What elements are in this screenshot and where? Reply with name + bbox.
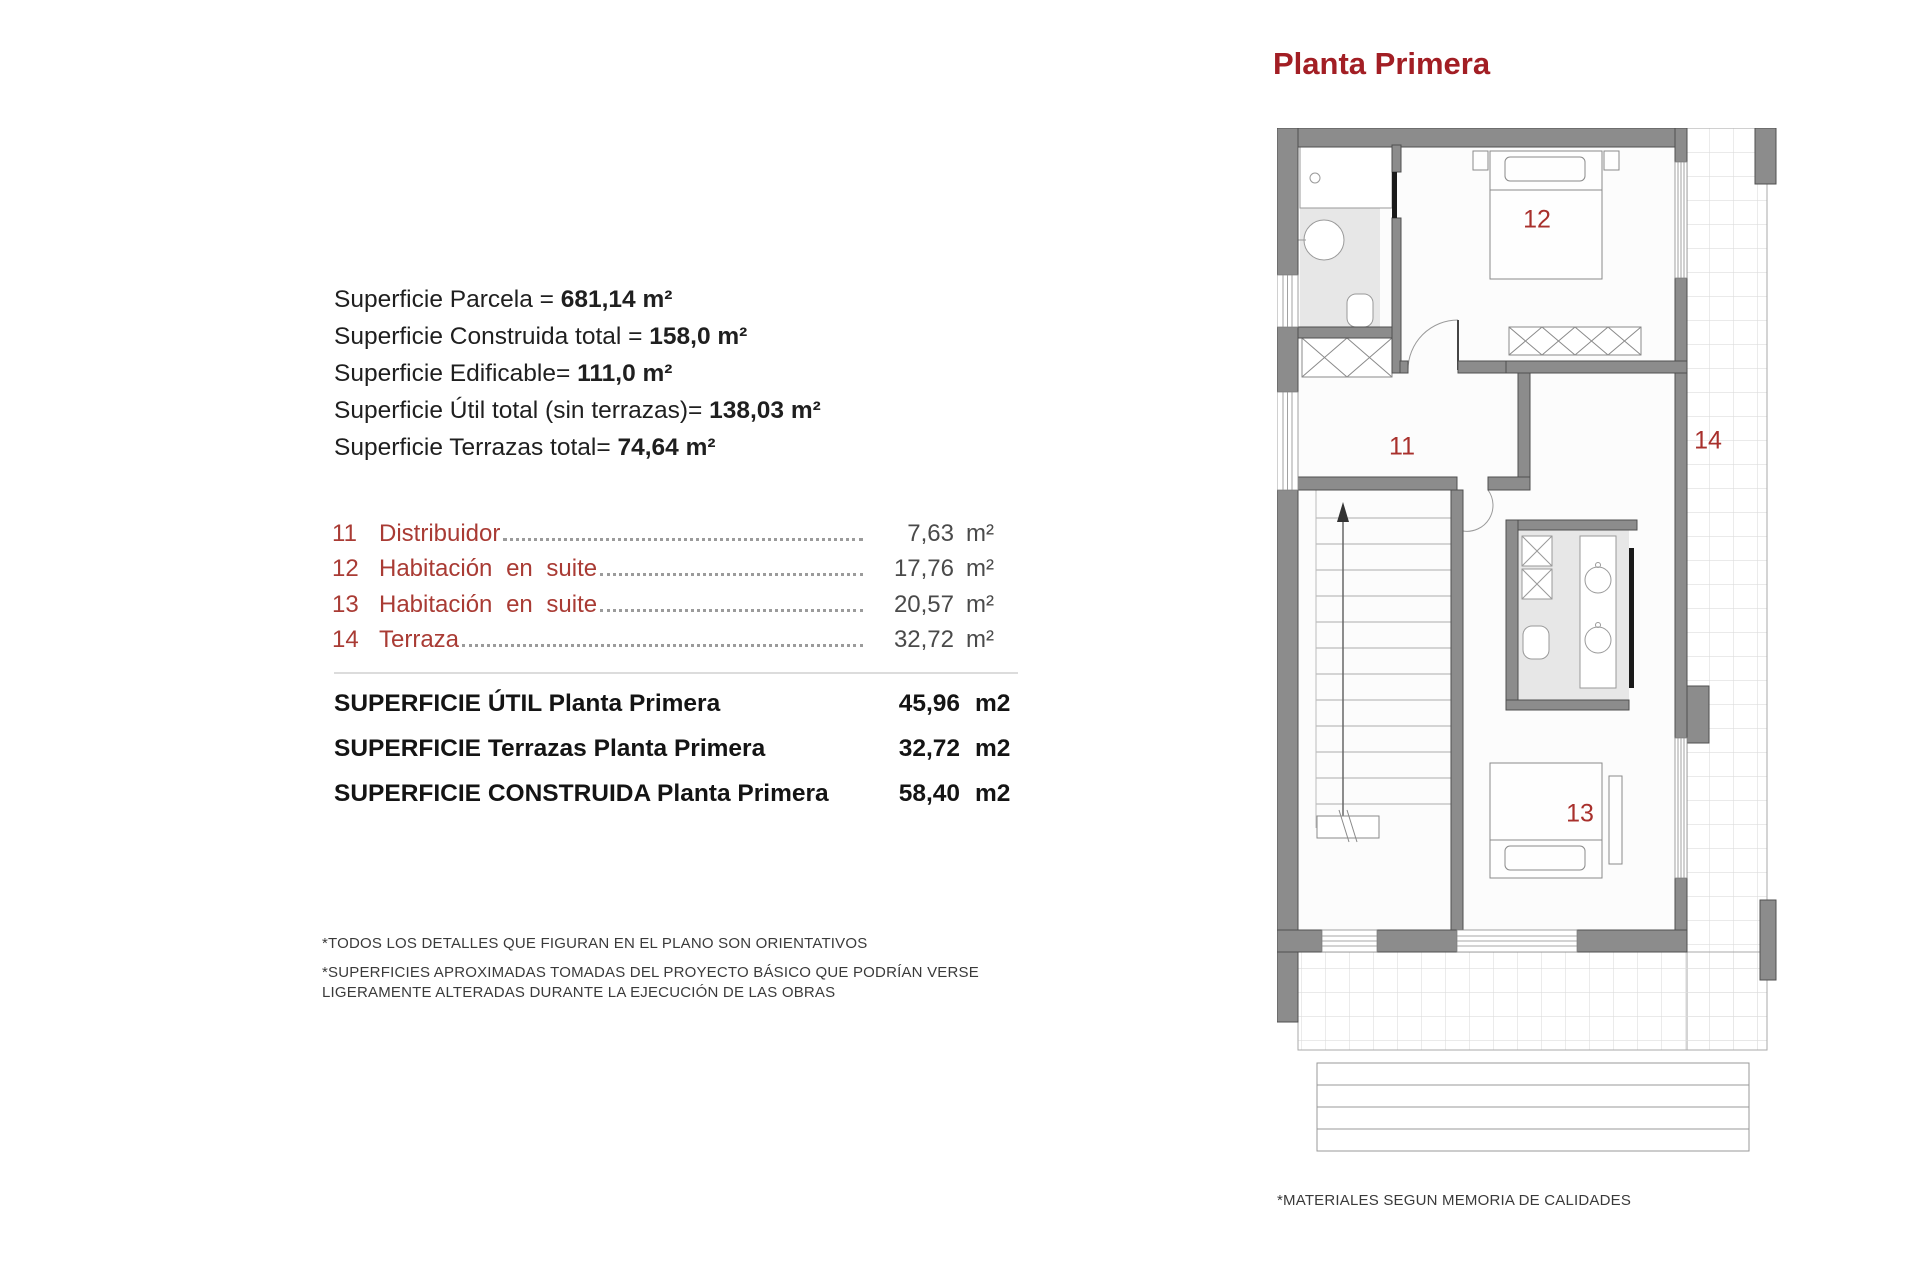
dotted-leader xyxy=(462,644,863,647)
surface-summary xyxy=(334,281,821,466)
total-value: 58,40 xyxy=(898,780,960,807)
room-number: 13 xyxy=(332,590,359,618)
dotted-leader xyxy=(600,573,863,576)
total-row xyxy=(334,735,1024,763)
room-number: 14 xyxy=(332,626,359,653)
room-number: 11 xyxy=(332,519,357,547)
room-area-unit: m² xyxy=(966,590,994,618)
room-name: Habitación en suite xyxy=(379,590,598,618)
room-area-value: 32,72 xyxy=(893,626,954,653)
total-label: SUPERFICIE Terrazas Planta Primera xyxy=(334,735,766,762)
total-unit: m2 xyxy=(975,780,1011,807)
summary-value: 111,0 m² xyxy=(577,360,673,387)
room-area-unit: m² xyxy=(966,555,994,582)
total-value: 32,72 xyxy=(898,735,960,762)
footnotes xyxy=(322,934,979,1003)
total-label: SUPERFICIE CONSTRUIDA Planta Primera xyxy=(334,780,829,807)
room-area-unit: m² xyxy=(966,626,994,653)
room-name: Habitación en suite xyxy=(379,555,598,582)
summary-value: 681,14 m² xyxy=(560,286,673,313)
total-row xyxy=(334,780,1024,808)
room-area-unit: m² xyxy=(966,519,994,547)
room-number: 12 xyxy=(332,555,359,582)
plan-room-label-11: 11 xyxy=(1389,432,1415,461)
total-value: 45,96 xyxy=(898,690,960,717)
bath-door-leaf xyxy=(1392,172,1397,218)
summary-line xyxy=(334,355,821,392)
summary-line xyxy=(334,281,821,318)
exterior-steps xyxy=(1317,1063,1749,1151)
floor-plan xyxy=(1277,128,1777,1158)
summary-label: Superficie Edificable= xyxy=(334,360,578,387)
plan-room-label-12: 12 xyxy=(1523,205,1551,234)
total-unit: m2 xyxy=(975,690,1011,717)
summary-line xyxy=(334,392,821,429)
room-area-list xyxy=(332,512,1012,654)
summary-line xyxy=(334,318,821,355)
footnote: *SUPERFICIES APROXIMADAS TOMADAS DEL PROYECTO BÁSICO QUE PODRÍAN VERSE xyxy=(322,964,979,981)
room-area-value: 17,76 xyxy=(893,555,954,582)
dotted-leader xyxy=(600,609,863,612)
plan-room-label-13: 13 xyxy=(1566,799,1594,828)
room-area-value: 20,57 xyxy=(893,590,954,618)
room-row xyxy=(332,619,1012,655)
room-row xyxy=(332,512,1012,548)
summary-value: 74,64 m² xyxy=(617,434,716,461)
plan-title: Planta Primera xyxy=(1273,46,1491,81)
summary-label: Superficie Construida total = xyxy=(334,323,650,350)
dotted-leader xyxy=(503,538,863,541)
summary-label: Superficie Útil total (sin terrazas)= xyxy=(334,397,710,424)
floor-plan-drawing xyxy=(1277,128,1777,1158)
ensuite-partition xyxy=(1629,548,1634,688)
summary-label: Superficie Parcela = xyxy=(334,286,561,313)
summary-value: 138,03 m² xyxy=(709,397,821,424)
summary-line xyxy=(334,429,821,466)
footnote: LIGERAMENTE ALTERADAS DURANTE LA EJECUCIÓN DE LAS OBRAS xyxy=(322,984,836,1001)
summary-label: Superficie Terrazas total= xyxy=(334,434,618,461)
total-row xyxy=(334,690,1024,718)
materials-note: *MATERIALES SEGUN MEMORIA DE CALIDADES xyxy=(1277,1192,1632,1209)
room-area-value: 7,63 xyxy=(907,519,954,547)
floor-totals xyxy=(334,690,1024,825)
room-row xyxy=(332,548,1012,584)
total-unit: m2 xyxy=(975,735,1011,762)
room-name: Terraza xyxy=(379,626,460,653)
totals-divider xyxy=(334,672,1018,674)
plan-room-label-14: 14 xyxy=(1694,426,1722,455)
room-row xyxy=(332,583,1012,619)
footnote: *TODOS LOS DETALLES QUE FIGURAN EN EL PLANO SON ORIENTATIVOS xyxy=(322,935,868,952)
total-label: SUPERFICIE ÚTIL Planta Primera xyxy=(334,690,721,717)
summary-value: 158,0 m² xyxy=(649,323,748,350)
room-name: Distribuidor xyxy=(379,519,501,547)
